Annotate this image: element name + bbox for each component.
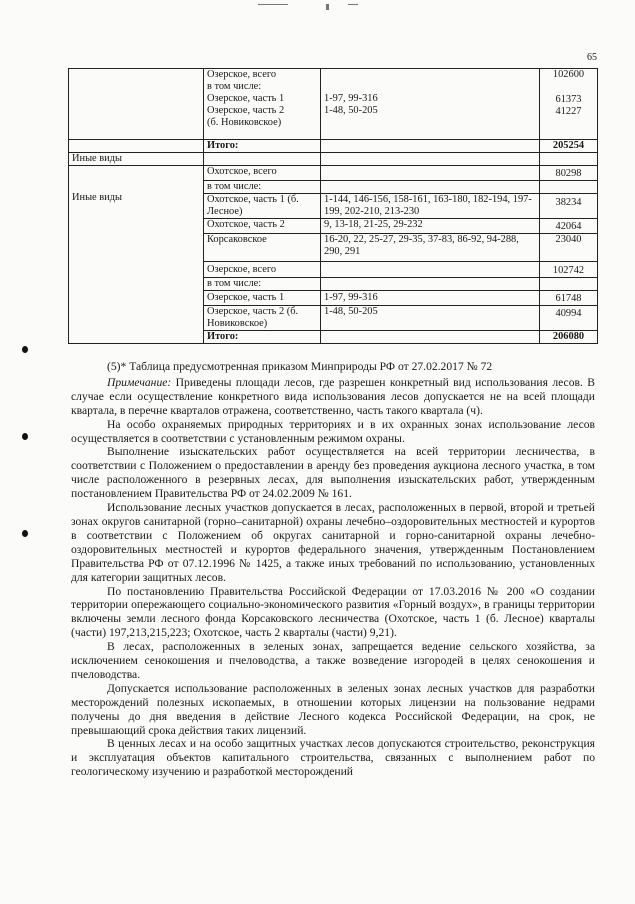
paragraph: Использование лесных участков допускается в лесах, расположенных в первой, второй и третьей зонах округов санитарной (горно–санитарной) охраны лечебно–оздоровительных местностей и курортов в соответствии с Положением об округах санитарной и горно-санитарной охраны лечебно-оздоровительных местностей и курортов федерального значения, утвержденным Постановлением Правительства РФ от 07.12.1996 № 1425, а также иных требований по использованию, установленных для категории защитных лесов. [71,501,595,584]
table-cell [321,69,540,140]
table-cell [540,153,598,166]
paragraph: На особо охраняемых природных территориях и в их охранных зонах использование лесов осуществляется в соответствии с установленным режимом охраны. [71,417,595,445]
paragraph: Допускается использование расположенных в зеленых зонах лесных участков для разработки месторождений полезных ископаемых, в отношении которых лицензии на пользование недрами получены до дня введения в действие Лесного кодекса Российской Федерации, на срок, не превышающий срока действия таких лицензий. [71,681,595,737]
table-cell [69,166,204,344]
area-value: 102600 [552,69,585,80]
paragraph: Выполнение изыскательских работ осуществляется на всей территории лесничества, в соответствии с Положением о предоставлении в аренду без проведения аукциона лесного участка, в том числе расположенного в резервных лесах, для выполнения изыскательских работ, утвержденным постановлением Правительства РФ от 24.02.2009 № 161. [71,445,595,501]
forestry-cell: в том числе: [204,278,321,291]
forestry-cell: Корсаковское [204,234,321,262]
punch-hole [22,530,28,537]
forestry-label: Озерское, всего [207,69,277,80]
table-row [69,69,598,140]
area-cell [540,278,598,291]
quarters-cell: 9, 13-18, 21-25, 29-232 [321,219,540,234]
forestry-cell: Озерское, часть 1 [204,291,321,306]
punch-hole [22,346,28,353]
total-label: Итого: [204,331,321,344]
area-cell: 40994 [540,306,598,331]
quarters-cell: 1-144, 146-156, 158-161, 163-180, 182-194, 197-199, 202-210, 213-230 [321,194,540,219]
quarters-cell [321,181,540,194]
quarters-cell: 1-97, 99-316 [321,291,540,306]
area-cell: 80298 [540,166,598,181]
scan-artifact [326,4,329,10]
body-text [71,360,595,779]
forestry-label: в том числе: [207,81,262,92]
table-cell [321,140,540,153]
quarters-cell: 16-20, 22, 25-27, 29-35, 37-83, 86-92, 94-288, 290, 291 [321,234,540,262]
forestry-cell: Озерское, часть 2 (б. Новиковское) [204,306,321,331]
area-cell [540,181,598,194]
area-cell: 102742 [540,262,598,278]
table-row [69,153,598,166]
table-cell [69,69,204,140]
page-number: 65 [587,52,597,63]
category-label: Иные виды [72,192,122,203]
area-cell: 61748 [540,291,598,306]
category-label: Иные виды [69,153,204,166]
area-cell: 23040 [540,234,598,262]
table-cell [321,331,540,344]
quarters-cell [321,262,540,278]
scan-artifact [348,4,358,5]
quarters-value: 1-97, 99-316 [324,93,378,104]
area-cell: 38234 [540,194,598,219]
note-text: Приведены площади лесов, где разрешен конкретный вид использования лесов. В случае если осуществление конкретного вида использования лесов допускается не на всей площади квартала, в перечне кварталов отражена, соответственно, часть такого квартала (ч). [71,375,595,417]
area-value: 41227 [555,106,582,117]
forestry-label: Озерское, часть 2 [207,105,285,116]
quarters-cell [321,278,540,291]
quarters-cell: 1-48, 50-205 [321,306,540,331]
forestry-cell: Охотское, часть 1 (б. Лесное) [204,194,321,219]
table-cell [69,140,204,153]
note-label: Примечание: [107,375,172,389]
quarters-value: 1-48, 50-205 [324,105,378,116]
scan-artifact [258,4,288,5]
table-row [69,166,598,181]
paragraph: В лесах, расположенных в зеленых зонах, запрещается ведение сельского хозяйства, за исключением сенокошения и пчеловодства, а также возведение изгородей в целях сенокошения и пчеловодства. [71,640,595,681]
forest-use-table [68,68,598,344]
forestry-cell: в том числе: [204,181,321,194]
quarters-cell [321,166,540,181]
table-cell [321,153,540,166]
forestry-label: (б. Новиковское) [207,117,282,128]
total-value: 205254 [540,140,598,153]
forestry-cell: Охотское, всего [204,166,321,181]
forestry-cell: Охотское, часть 2 [204,219,321,234]
table-cell [540,69,598,140]
table-footnote: (5)* Таблица предусмотренная приказом Минприроды РФ от 27.02.2017 № 72 [107,360,493,373]
total-value: 206080 [540,331,598,344]
note-paragraph [71,376,595,418]
table-cell [204,153,321,166]
forestry-label: Озерское, часть 1 [207,93,285,104]
table-cell [204,69,321,140]
punch-hole [22,433,28,440]
table-row [69,140,598,153]
area-cell: 42064 [540,219,598,234]
area-value: 61373 [555,94,582,105]
paragraph: По постановлению Правительства Российской Федерации от 17.03.2016 № 200 «О создании территории опережающего социально-экономического развития «Горный воздух», в границы территории включены земли лесного фонда Корсаковского лесничества (Охотское, часть 1 (б. Лесное) кварталы (части) 197,213,215,223; Охотское, часть 2 кварталы (части) 9,21). [71,584,595,640]
forestry-cell: Озерское, всего [204,262,321,278]
total-label: Итого: [204,140,321,153]
paragraph: В ценных лесах и на особо защитных участках лесов допускаются строительство, реконструкция и эксплуатация объектов капитального строительства, связанных с выполнением работ по геологическому изучению и разработкой месторождений [71,737,595,779]
